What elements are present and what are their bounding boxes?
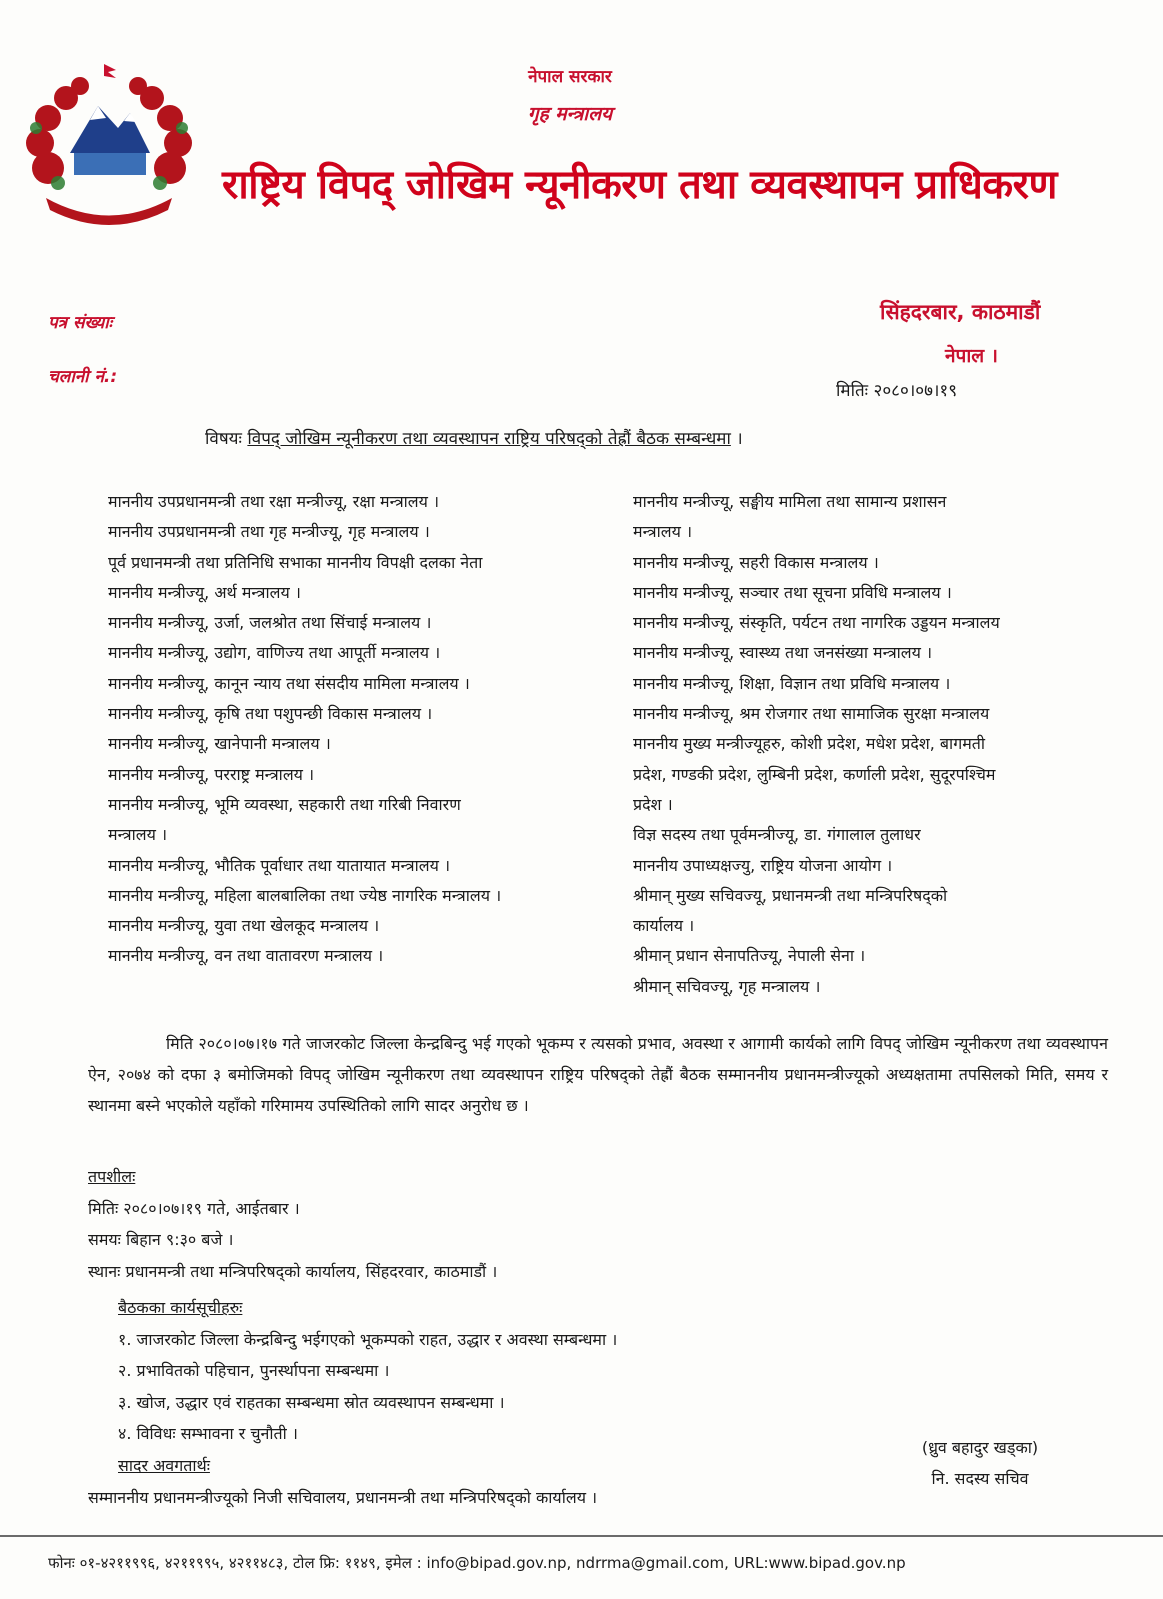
addressee-list-left <box>108 487 628 972</box>
letter-number-label: पत्र संख्याः <box>48 313 113 333</box>
signatory-name: (ध्रुव बहादुर खड्का) <box>921 1438 1039 1457</box>
list-item: माननीय मन्त्रीज्यू, श्रम रोजगार तथा सामाजिक सुरक्षा मन्त्रालय <box>633 704 990 724</box>
government-title: नेपाल सरकार <box>528 67 612 87</box>
list-item: माननीय मन्त्रीज्यू, खानेपानी मन्त्रालय । <box>108 734 331 754</box>
signatory-title: नि. सदस्य सचिव <box>931 1469 1029 1488</box>
list-item: माननीय मन्त्रीज्यू, संस्कृति, पर्यटन तथा नागरिक उड्डयन मन्त्रालय <box>633 613 1000 633</box>
list-item: माननीय मन्त्रीज्यू, शिक्षा, विज्ञान तथा प्रविधि मन्त्रालय । <box>633 673 951 693</box>
list-item: ३. खोज, उद्धार एवं राहतका सम्बन्धमा स्रोत व्यवस्थापन सम्बन्धमा । <box>118 1392 505 1412</box>
list-item: मन्त्रालय । <box>108 825 168 845</box>
list-item: माननीय मन्त्रीज्यू, भौतिक पूर्वाधार तथा यातायात मन्त्रालय । <box>108 855 451 875</box>
list-item: माननीय उपाध्यक्षज्यु, राष्ट्रिय योजना आयोग । <box>633 855 893 875</box>
body-paragraph-text: मिति २०८०।०७।१७ गते जाजरकोट जिल्ला केन्द्रबिन्दु भई गएको भूकम्प र त्यसको प्रभाव, अवस्था र आगामी कार्यको लागि विपद् जोखिम न्यूनीकरण तथा व्यवस्थापन ऐन, २०७४ को दफा ३ बमोजिमको विपद् जोखिम न्यूनीकरण तथा व्यवस्थापन राष्ट्रिय परिषद्को तेह्रौं बैठक सम्माननीय प्रधानमन्त्रीज्यूको अध्यक्षतामा तपसिलको मिति, समय र स्थानमा बस्ने भएकोले यहाँको गरिमामय उपस्थितिको लागि सादर अनुरोध छ । <box>88 1034 1108 1115</box>
list-item: माननीय मन्त्रीज्यू, उर्जा, जलश्रोत तथा सिंचाई मन्त्रालय । <box>108 613 432 633</box>
meeting-date: मितिः २०८०।०७।१९ गते, आईतबार । <box>88 1198 300 1218</box>
office-location: सिंहदरबार, काठमाडौं <box>880 300 1041 324</box>
meeting-venue: स्थानः प्रधानमन्त्री तथा मन्त्रिपरिषद्को कार्यालय, सिंहदरवार, काठमाडौं । <box>88 1261 498 1281</box>
list-item: श्रीमान् मुख्य सचिवज्यू, प्रधानमन्त्री तथा मन्त्रिपरिषद्को <box>633 885 948 905</box>
subject-line <box>205 426 743 449</box>
details-heading: तपशीलः <box>88 1167 136 1186</box>
list-item: माननीय मन्त्रीज्यू, सञ्चार तथा सूचना प्रविधि मन्त्रालय । <box>633 582 952 602</box>
list-item: माननीय मन्त्रीज्यू, सङ्घीय मामिला तथा सामान्य प्रशासन <box>633 492 947 511</box>
list-item: श्रीमान् सचिवज्यू, गृह मन्त्रालय । <box>633 976 821 996</box>
list-item: माननीय मन्त्रीज्यू, सहरी विकास मन्त्रालय । <box>633 552 879 572</box>
addressee-list-right <box>633 487 1113 1002</box>
dispatch-number-label: चलानी नं.: <box>48 367 118 387</box>
list-item: माननीय मुख्य मन्त्रीज्यूहरु, कोशी प्रदेश, मधेश प्रदेश, बागमती <box>633 734 986 754</box>
meeting-time: समयः बिहान ९:३० बजे । <box>88 1230 234 1249</box>
cc-recipient: सम्माननीय प्रधानमन्त्रीज्यूको निजी सचिवालय, प्रधानमन्त्री तथा मन्त्रिपरिषद्को कार्यालय । <box>88 1487 598 1507</box>
list-item: माननीय मन्त्रीज्यू, उद्योग, वाणिज्य तथा आपूर्ती मन्त्रालय । <box>108 643 441 663</box>
list-item: विज्ञ सदस्य तथा पूर्वमन्त्रीज्यू, डा. गंगालाल तुलाधर <box>633 825 921 845</box>
list-item: माननीय मन्त्रीज्यू, अर्थ मन्त्रालय । <box>108 582 301 602</box>
list-item: पूर्व प्रधानमन्त्री तथा प्रतिनिधि सभाका माननीय विपक्षी दलका नेता <box>108 552 483 572</box>
cc-heading: सादर अवगतार्थः <box>118 1456 210 1475</box>
list-item: श्रीमान् प्रधान सेनापतिज्यू, नेपाली सेना । <box>633 946 866 966</box>
letter-date: मितिः २०८०।०७।१९ <box>836 381 958 401</box>
body-paragraph <box>88 1028 1108 1121</box>
cc-section <box>88 1450 597 1513</box>
list-item: प्रदेश । <box>633 794 673 814</box>
agenda-heading: बैठकका कार्यसूचीहरुः <box>118 1298 243 1317</box>
list-item: माननीय उपप्रधानमन्त्री तथा गृह मन्त्रीज्यू, गृह मन्त्रालय । <box>108 522 430 542</box>
nepal-emblem-icon <box>18 58 200 228</box>
agenda-section <box>118 1292 617 1450</box>
meeting-details <box>88 1161 497 1287</box>
ministry-title: गृह मन्त्रालय <box>527 103 613 125</box>
signature-block <box>900 1432 1060 1494</box>
list-item: माननीय मन्त्रीज्यू, परराष्ट्र मन्त्रालय । <box>108 764 315 784</box>
list-item: माननीय मन्त्रीज्यू, स्वास्थ्य तथा जनसंख्या मन्त्रालय । <box>633 643 933 663</box>
list-item: माननीय मन्त्रीज्यू, कानून न्याय तथा संसदीय मामिला मन्त्रालय । <box>108 673 470 693</box>
list-item: माननीय मन्त्रीज्यू, महिला बालबालिका तथा ज्येष्ठ नागरिक मन्त्रालय । <box>108 885 502 905</box>
subject-end: । <box>730 429 743 449</box>
footer-contact: फोनः ०१-४२११९९६, ४२११९९५, ४२११४८३, टोल फ्रि: ११४९, इमेल : info@bipad.gov.np, ndrrma@gmail.com, URL:www.bipad.gov.np <box>48 1554 906 1572</box>
list-item: मन्त्रालय । <box>633 522 693 542</box>
list-item: २. प्रभावितको पहिचान, पुनर्स्थापना सम्बन्धमा । <box>118 1361 390 1380</box>
subject-label: विषयः <box>205 429 242 449</box>
list-item: माननीय मन्त्रीज्यू, युवा तथा खेलकूद मन्त्रालय । <box>108 916 380 936</box>
office-country: नेपाल । <box>945 345 998 367</box>
list-item: माननीय मन्त्रीज्यू, भूमि व्यवस्था, सहकारी तथा गरिबी निवारण <box>108 794 461 814</box>
footer-divider <box>0 1535 1163 1537</box>
list-item: १. जाजरकोट जिल्ला केन्द्रबिन्दु भईगएको भूकम्पको राहत, उद्धार र अवस्था सम्बन्धमा । <box>118 1329 618 1349</box>
list-item: कार्यालय । <box>633 916 695 936</box>
authority-title: राष्ट्रिय विपद् जोखिम न्यूनीकरण तथा व्यवस्थापन प्राधिकरण <box>222 162 1057 208</box>
list-item: प्रदेश, गण्डकी प्रदेश, लुम्बिनी प्रदेश, कर्णाली प्रदेश, सुदूरपश्चिम <box>633 764 996 784</box>
subject-text: विपद् जोखिम न्यूनीकरण तथा व्यवस्थापन राष्ट्रिय परिषद्को तेह्रौं बैठक सम्बन्धमा <box>247 429 731 449</box>
list-item: माननीय मन्त्रीज्यू, कृषि तथा पशुपन्छी विकास मन्त्रालय । <box>108 704 433 724</box>
list-item: माननीय उपप्रधानमन्त्री तथा रक्षा मन्त्रीज्यू, रक्षा मन्त्रालय । <box>108 492 440 511</box>
list-item: ४. विविधः सम्भावना र चुनौती । <box>118 1424 298 1443</box>
list-item: माननीय मन्त्रीज्यू, वन तथा वातावरण मन्त्रालय । <box>108 946 384 966</box>
